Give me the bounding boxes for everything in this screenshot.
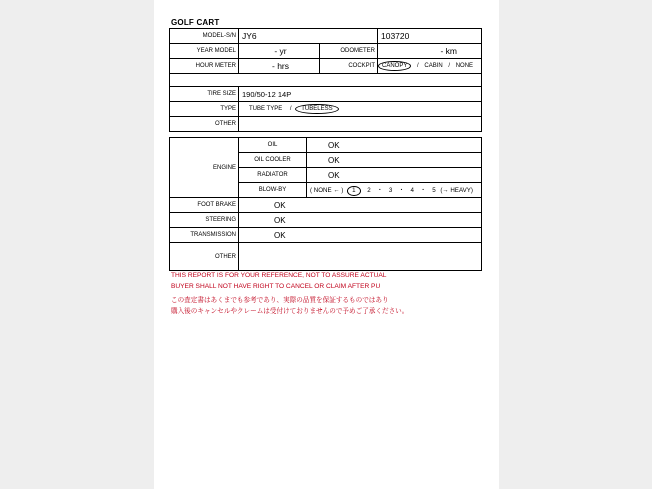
blowby-scale	[307, 183, 482, 198]
blowby-3: 3	[388, 186, 393, 194]
oil-label: OIL	[239, 138, 307, 153]
foot-brake-value: OK	[239, 198, 482, 213]
tire-value: 190/50-12 14P	[239, 87, 482, 102]
blowby-label: BLOW-BY	[239, 183, 307, 198]
document-title: GOLF CART	[171, 18, 220, 27]
foot-brake-label: FOOT BRAKE	[170, 198, 239, 213]
condition-table	[169, 137, 482, 271]
cockpit-canopy-selected: CANOPY	[378, 61, 411, 71]
year-value: - yr	[239, 44, 320, 59]
oil-value: OK	[307, 138, 482, 153]
condition-other-value	[239, 243, 482, 271]
transmission-label: TRANSMISSION	[170, 228, 239, 243]
type-sep: /	[289, 106, 292, 112]
model-value: JY6	[239, 29, 378, 44]
oil-cooler-value: OK	[307, 153, 482, 168]
blowby-dot: ・	[420, 186, 427, 194]
transmission-value: OK	[239, 228, 482, 243]
type-label: TYPE	[170, 102, 239, 117]
radiator-label: RADIATOR	[239, 168, 307, 183]
tire-label: TIRE SIZE	[170, 87, 239, 102]
cockpit-label: COCKPIT	[320, 59, 378, 74]
model-label: MODEL-S/N	[170, 29, 239, 44]
cockpit-none: NONE	[455, 63, 474, 69]
cockpit-sep: /	[448, 63, 451, 69]
blowby-4: 4	[410, 186, 414, 194]
type-options	[239, 102, 482, 117]
blowby-dot: ・	[376, 186, 383, 194]
cockpit-sep: /	[417, 63, 419, 69]
year-label: YEAR MODEL	[170, 44, 239, 59]
radiator-value: OK	[307, 168, 482, 183]
blank-row	[170, 74, 482, 87]
steering-label: STEERING	[170, 213, 239, 228]
blowby-none: ( NONE ← )	[310, 186, 344, 194]
spec-table	[169, 28, 482, 132]
steering-value: OK	[239, 213, 482, 228]
type-tubeless-selected: TUBELESS	[295, 104, 338, 114]
odometer-label: ODOMETER	[320, 44, 378, 59]
blowby-5: 5	[432, 186, 436, 194]
notice-line-3: この査定書はあくまでも参考であり、実際の品質を保証するものではあり	[171, 297, 389, 304]
oil-cooler-label: OIL COOLER	[239, 153, 307, 168]
hour-value: - hrs	[239, 59, 320, 74]
blowby-heavy: (→ HEAVY)	[440, 186, 473, 194]
cockpit-cabin: CABIN	[424, 63, 443, 69]
serial-value: 103720	[378, 29, 482, 44]
cockpit-options	[378, 59, 482, 74]
condition-other-label: OTHER	[170, 243, 239, 271]
blowby-dot: ・	[398, 186, 405, 194]
hour-label: HOUR METER	[170, 59, 239, 74]
notice-line-2: BUYER SHALL NOT HAVE RIGHT TO CANCEL OR CLAIM AFTER PU	[171, 283, 381, 290]
blowby-1-selected: 1	[347, 186, 360, 196]
odometer-value: - km	[378, 44, 482, 59]
notice-line-4: 購入後のキャンセルやクレームは受付けておりませんので予めご了承ください。	[171, 308, 409, 315]
type-tube: TUBE TYPE	[249, 106, 283, 112]
spec-other-label: OTHER	[170, 117, 239, 132]
notice-line-1: THIS REPORT IS FOR YOUR REFERENCE, NOT TO ASSURE ACTUAL	[171, 272, 387, 279]
spec-other-value	[239, 117, 482, 132]
blowby-2: 2	[367, 186, 371, 194]
engine-label: ENGINE	[170, 138, 239, 198]
